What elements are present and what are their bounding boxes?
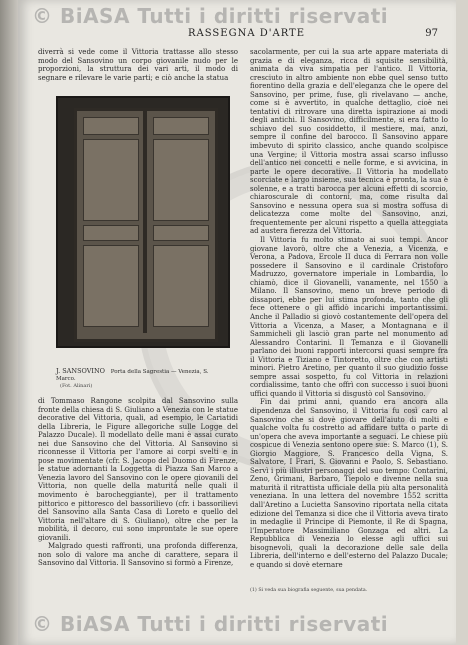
door-panel [83,245,139,327]
left-column-top [38,48,238,82]
figure-caption [56,368,228,390]
door-panel [153,225,209,241]
paragraph: Il Vittoria fu molto stimato ai suoi tempi. Ancor giovane lavorò, oltre che a Venezia, a Vicenza, e Verona, a Padova, Ercole II duca di Ferrara non volle possedere il Sansovino e il cardinale Cristoforo Madruzzo, governatore imperiale in Lombardia, lo chiamò, dice il Giovanelli, vanamente, nel 1550 a Milano. Il Sansovino, meno un breve periodo di dissapori, ebbe per lui stima profonda, tanto che gli fece ottenere o gli affidò incarichi importantissimi. Anche il Palladio si giovò costantemente dell'opera del Vittoria a Vicenza, a Maser, a Montagnana e il Sammicheli gli lasciò gran parte nel monumento ad Alessandro Contarini. Il Temanza e il Giovanelli parlano dei buoni rapporti intercorsi quasi sempre fra il Vittoria e Tiziano e Tintoretto, oltre che con artisti minori. Pietro Aretino, per quanto il suo giudizio fosse sempre assai sospetto, fu col Vittoria in relazioni cordialissime, tanto che offrì con successo i suoi buoni uffici quando il Vittoria si disgustò col Sansovino. [250,236,448,398]
door-panel [153,139,209,221]
door-panel [83,117,139,135]
running-header [18,28,456,44]
paragraph: Fin dai primi anni, quando era ancora alla dipendenza del Sansovino, il Vittoria fu così caro al Sansovino che si dovè giovare dell'aiuto di molti e qualche volta fu costretto ad affidare tutta o parte di un'opera che aveva importante a seguaci. Le chiese più cospicue di Venezia sentono opere sue: S. Marco (1), S. Giorgio Maggiore, S. Francesco della Vigna, S. Salvatore, I Frari, S. Giovanni e Paolo, S. Sebastiano. Servì i più illustri personaggi del suo tempo: Contarini, Zeno, Grimani, Barbaro, Tiepolo e divenne nella sua maturità il ritrattista ufficiale della più alta personalità veneziana. In una lettera del novembre 1552 scritta dall'Aretino a Lucietta Sansovino riportata nella citata edizione del Temanza si dice che il Vittoria aveva tirato in medaglie il Principe di Piemonte, il Re di Spagna, l'Imperatore Massimiliano Gonzaga ed altri. La Repubblica di Venezia lo elesse agli uffici sui bisognevoli, quali la decorazione delle sale della Libreria, dell'interno e dell'esterno del Palazzo Ducale; e quando si dovè eternare [250,398,448,569]
paragraph: Malgrado questi raffronti, una profonda differenza, non solo di valore ma anche di carattere, separa il Sansovino dal Vittoria. Il Sansovino si formò a Firenze, [38,542,238,568]
left-column-bottom [38,397,238,568]
page-number: 97 [425,28,438,39]
right-column [250,48,448,569]
watermark-top: © BiASA Tutti i diritti riservati [32,4,389,28]
caption-credit: (Fot. Alinari) [60,383,93,389]
page-gutter-shadow [0,0,18,645]
door-panel [153,117,209,135]
footnote: (1) Si veda sua biografia seguente, sua pendata. [250,588,368,593]
door-divider [143,111,147,333]
bronze-door-photo [74,108,218,342]
paragraph: sacolarmente, per cui la sua arte appare materiata di grazia e di eleganza, ricca di squisite sensibilità, animata da viva simpatia per l'antico. Il Vittoria, cresciuto in altro ambiente non ebbe quel senso tutto fiorentino della grazia e dell'eleganza che le opere del Sansovino, per prime, fuse, gli rivelavano — anche, come si è avvertito, in qualche dettaglio, cioè nei tentativi di ritrovare una diretta ispirazione ai modi degli antichi. Il Sansovino, difficilmente, si era fatto lo schiavo del suo cosiddetto, il mestiere, mai, anzi, sempre il confine del barocco. Il Sansovino appare imbevuto di spirito classico, anche quando scolpisce una Vergine; il Vittoria mostra assai scarso influsso dell'antico nei concetti e nelle forme, e si avvicina, in parte le opere decorative. Il Vittoria ha modellato scorciate e largo insieme, sua tecnica è pronta, la sua è solenne, e a tratti barocca per alcuni effetti di scorcio, chiaroscurale di contorni, ma, come risulta dal Sansovino e nessuna opera sua si mostra soffusa di delicatezza come molte del Sansovino, anzi, frequentemente per alcuni rispetto a quella atteggiata ad austera fierezza del Vittoria. [250,48,448,236]
paragraph: di Tommaso Rangone scolpita dal Sansovino sulla fronte della chiesa di S. Giuliano a Venezia con le statue decorative del Vittoria, quali, ad esempio, le Cariatidi della Libreria, le Figure allegoriche sulle Logge del Palazzo Ducale). Il modellato delle mani è assai curato nei due Sansovino che del Vittoria. Al Sansovino si riconnesse il Vittoria per l'amore ai corpi svelti e in pose movimentate (cfr. S. Jacopo del Duomo di Firenze, le statue adornanti la Loggetta di Piazza San Marco a Venezia lavoro del Sansovino con le opere giovanili del Vittoria, non quelle della maturità nelle quali il movimento è barocheggiante), per il trattamento pittorico e pittoresco del bassorilievo (cfr. i bassorilievi del Sansovino alla Santa Casa di Loreto e quello del Vittoria nell'altare di S. Giuliano), oltre che per la mobilità, il decoro, cui sono improntate le sue opere giovanili. [38,397,238,542]
door-panel [83,225,139,241]
door-panel [153,245,209,327]
caption-text: Porta della Sagrestia — Venezia, S. Marco. [56,369,209,382]
document-page [18,0,456,645]
caption-title: J. SANSOVINO [56,367,106,375]
watermark-bottom: © BiASA Tutti i diritti riservati [32,612,389,636]
paragraph: diverrà si vede come il Vittoria trattasse allo stesso modo del Sansovino un corpo giovanile nudo per le proporzioni, la struttura dei vari arti, il modo di segnare e rilevare le varie parti; e ciò anche la statua [38,48,238,82]
door-panel [83,139,139,221]
figure-sacristy-door [56,96,230,348]
journal-title: RASSEGNA D'ARTE [188,28,306,39]
